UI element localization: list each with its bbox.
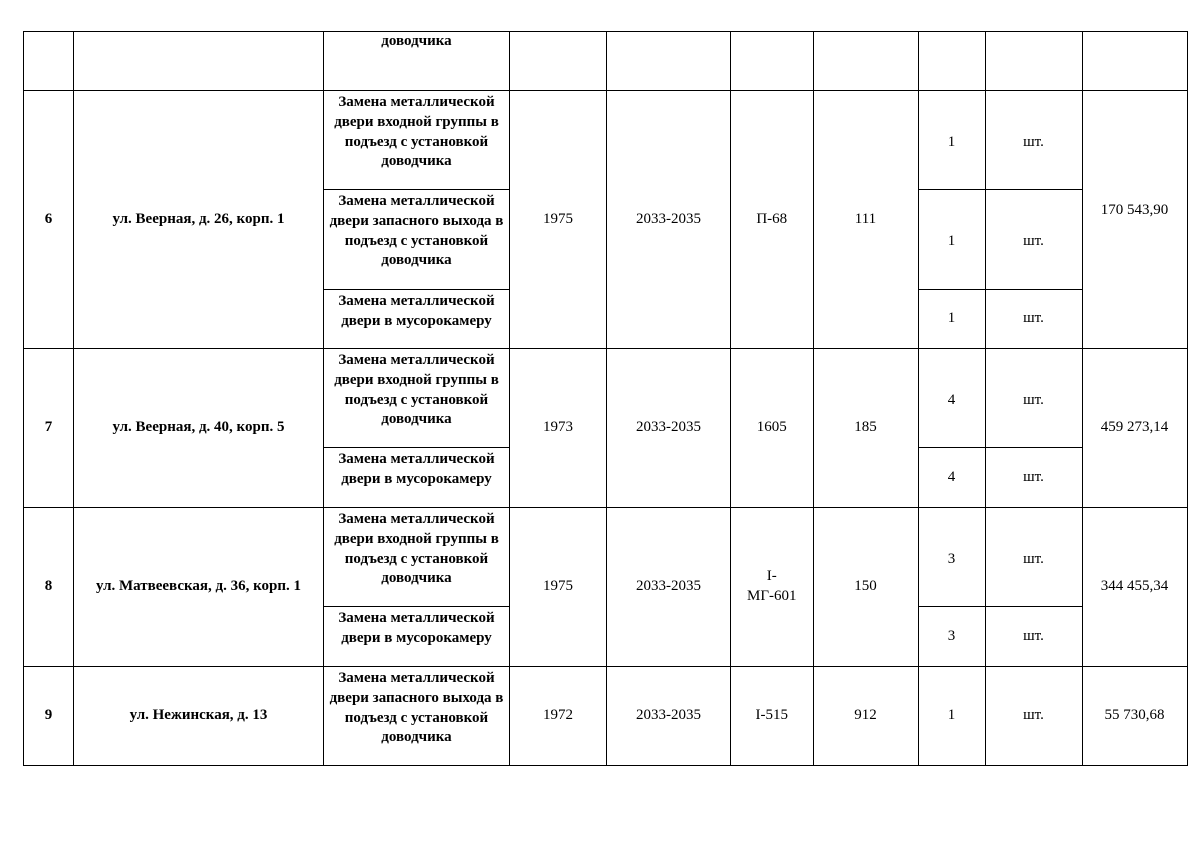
period-cell: 2033-2035 bbox=[607, 91, 731, 349]
address-cell: ул. Матвеевская, д. 36, корп. 1 bbox=[74, 508, 324, 667]
apartments-cell: 185 bbox=[813, 349, 918, 508]
period-cell: 2033-2035 bbox=[607, 349, 731, 508]
qty-cell: 4 bbox=[918, 349, 985, 448]
address-cell: ул. Веерная, д. 26, корп. 1 bbox=[74, 91, 324, 349]
row-number-cell: 7 bbox=[24, 349, 74, 508]
work-cell: Замена металлической двери в мусорокамеру bbox=[324, 290, 510, 349]
unit-cell: шт. bbox=[985, 448, 1082, 508]
qty-cell bbox=[918, 32, 985, 91]
period-cell: 2033-2035 bbox=[607, 667, 731, 766]
table-row bbox=[24, 91, 1188, 190]
work-cell: доводчика bbox=[324, 32, 510, 91]
unit-cell: шт. bbox=[985, 91, 1082, 190]
work-cell: Замена металлической двери входной группы в подъезд с установкой доводчика bbox=[324, 91, 510, 190]
series-cell: I-515 bbox=[731, 667, 814, 766]
unit-cell: шт. bbox=[985, 607, 1082, 667]
qty-cell: 4 bbox=[918, 448, 985, 508]
series-cell: П-68 bbox=[731, 91, 814, 349]
row-number-cell: 8 bbox=[24, 508, 74, 667]
year-cell: 1972 bbox=[510, 667, 607, 766]
total-cell: 459 273,14 bbox=[1082, 349, 1187, 508]
work-cell: Замена металлической двери в мусорокамеру bbox=[324, 607, 510, 667]
year-cell bbox=[510, 32, 607, 91]
unit-cell: шт. bbox=[985, 349, 1082, 448]
table-row bbox=[24, 349, 1188, 448]
table-row-continued bbox=[24, 32, 1188, 91]
period-cell bbox=[607, 32, 731, 91]
work-cell: Замена металлической двери в мусорокамеру bbox=[324, 448, 510, 508]
row-number-cell bbox=[24, 32, 74, 91]
address-cell bbox=[74, 32, 324, 91]
qty-cell: 1 bbox=[918, 290, 985, 349]
qty-cell: 1 bbox=[918, 667, 985, 766]
apartments-cell bbox=[813, 32, 918, 91]
total-cell: 170 543,90 bbox=[1082, 91, 1187, 349]
address-cell: ул. Веерная, д. 40, корп. 5 bbox=[74, 349, 324, 508]
total-cell: 344 455,34 bbox=[1082, 508, 1187, 667]
year-cell: 1973 bbox=[510, 349, 607, 508]
unit-cell bbox=[985, 32, 1082, 91]
unit-cell: шт. bbox=[985, 508, 1082, 607]
address-cell: ул. Нежинская, д. 13 bbox=[74, 667, 324, 766]
unit-cell: шт. bbox=[985, 667, 1082, 766]
table-row bbox=[24, 667, 1188, 766]
apartments-cell: 912 bbox=[813, 667, 918, 766]
unit-cell: шт. bbox=[985, 290, 1082, 349]
apartments-cell: 150 bbox=[813, 508, 918, 667]
work-cell: Замена металлической двери входной группы в подъезд с установкой доводчика bbox=[324, 349, 510, 448]
work-cell: Замена металлической двери входной группы в подъезд с установкой доводчика bbox=[324, 508, 510, 607]
work-cell: Замена металлической двери запасного выхода в подъезд с установкой доводчика bbox=[324, 667, 510, 766]
unit-cell: шт. bbox=[985, 190, 1082, 290]
work-cell: Замена металлической двери запасного выхода в подъезд с установкой доводчика bbox=[324, 190, 510, 290]
series-cell: I-МГ-601 bbox=[731, 508, 814, 667]
qty-cell: 1 bbox=[918, 91, 985, 190]
row-number-cell: 9 bbox=[24, 667, 74, 766]
period-cell: 2033-2035 bbox=[607, 508, 731, 667]
year-cell: 1975 bbox=[510, 91, 607, 349]
total-cell: 55 730,68 bbox=[1082, 667, 1187, 766]
qty-cell: 3 bbox=[918, 607, 985, 667]
apartments-cell: 111 bbox=[813, 91, 918, 349]
total-cell bbox=[1082, 32, 1187, 91]
qty-cell: 3 bbox=[918, 508, 985, 607]
series-cell: 1605 bbox=[731, 349, 814, 508]
repair-schedule-table bbox=[23, 31, 1188, 766]
series-cell bbox=[731, 32, 814, 91]
row-number-cell: 6 bbox=[24, 91, 74, 349]
qty-cell: 1 bbox=[918, 190, 985, 290]
year-cell: 1975 bbox=[510, 508, 607, 667]
table-row bbox=[24, 508, 1188, 607]
